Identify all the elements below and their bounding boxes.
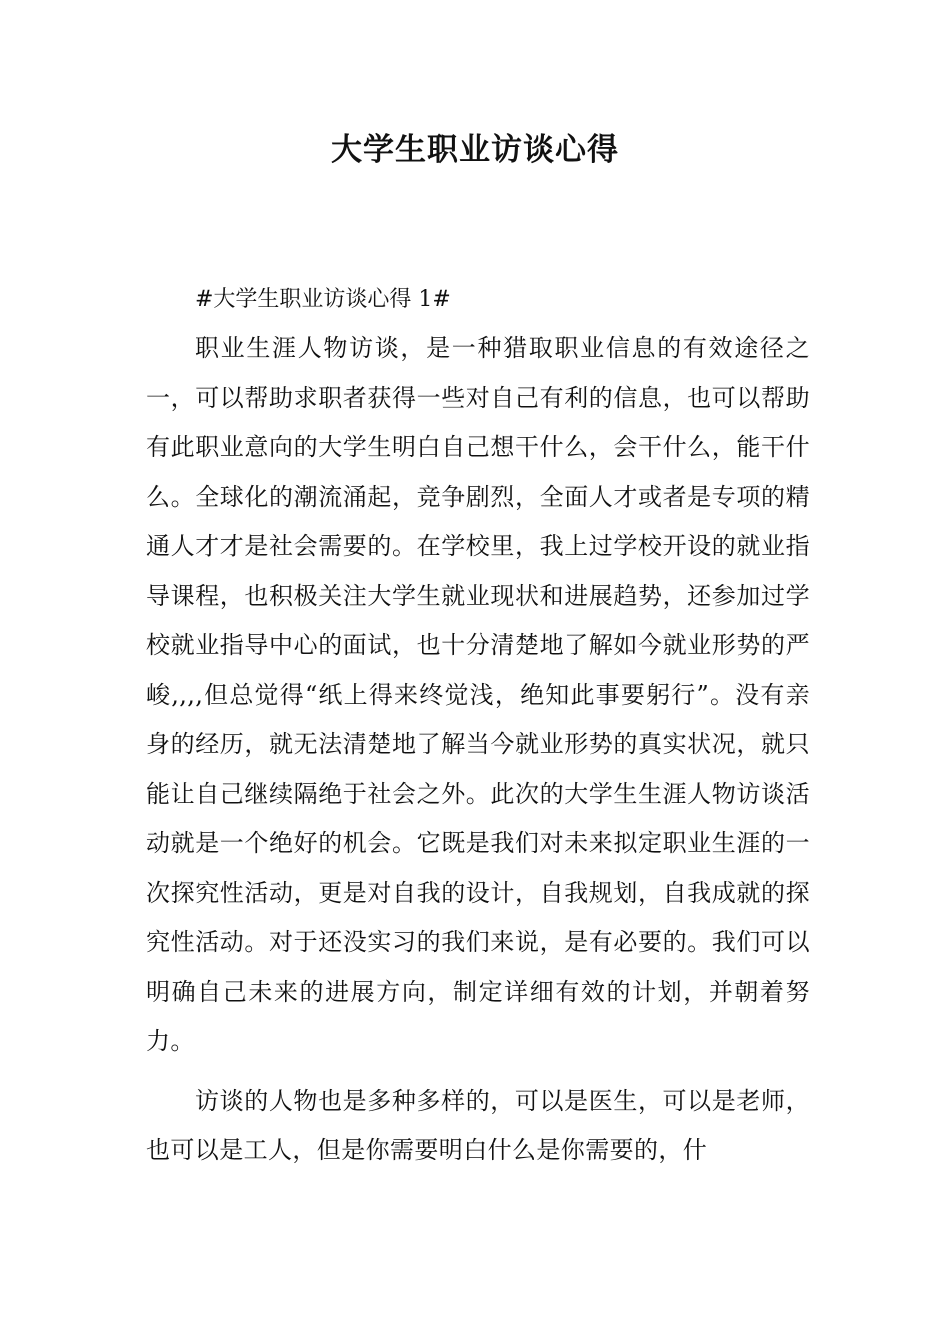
paragraph: 访谈的人物也是多种多样的，可以是医生，可以是老师，也可以是工人，但是你需要明白什么是你需要的，什 [146,1086,810,1164]
paragraph: 职业生涯人物访谈，是一种猎取职业信息的有效途径之一，可以帮助求职者获得一些对自己有利的信息，也可以帮助有此职业意向的大学生明白自己想干什么，会干什么，能干什么。全球化的潮流涌起，竞争剧烈，全面人才或者是专项的精通人才才是社会需要的。在学校里，我上过学校开设的就业指导课程，也积极关注大学生就业现状和进展趋势，还参加过学校就业指导中心的面试，也十分清楚地了解如今就业形势的严峻,,,,但总觉得“纸上得来终觉浅，绝知此事要躬行”。没有亲身的经历，就无法清楚地了解当今就业形势的真实状况，就只能让自己继续隔绝于社会之外。此次的大学生生涯人物访谈活动就是一个绝好的机会。它既是我们对未来拟定职业生涯的一次探究性活动，更是对自我的设计，自我规划，自我成就的探究性活动。对于还没实习的我们来说，是有必要的。我们可以明确自己未来的进展方向，制定详细有效的计划，并朝着努力。 [146,334,810,1055]
section-heading: #大学生职业访谈心得 1# [195,287,451,312]
document-title: 大学生职业访谈心得 [331,132,619,168]
document-body [146,282,810,1186]
